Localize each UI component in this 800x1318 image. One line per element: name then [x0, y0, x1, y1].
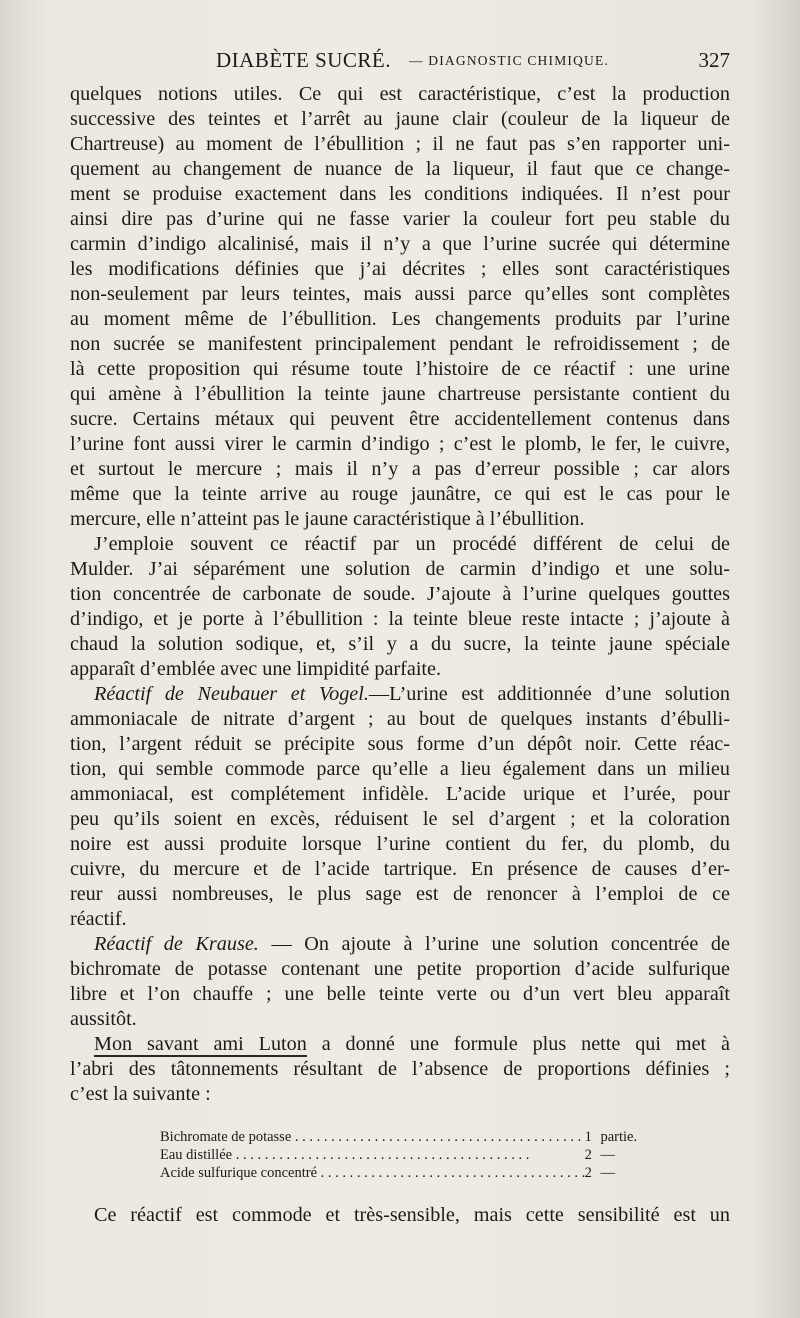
continuation-line: Ce réactif est commode et très-sensible, mais cette sensibilité est un: [94, 1204, 730, 1226]
formula-row: [160, 1146, 660, 1164]
text-line: l’urine font aussi virer le carmin d’indigo ; c’est le plomb, le fer, le cuivre,: [70, 433, 730, 455]
formula-table: [160, 1128, 660, 1182]
text-line: cuivre, du mercure et de l’acide tartrique. En présence de causes d’er-: [70, 858, 730, 880]
text-line: d’indigo, et je porte à l’ébullition : la teinte bleue reste intacte ; j’ajoute à: [70, 608, 730, 630]
text-line: peu qu’ils soient en excès, réduisent le sel d’argent ; et la coloration: [70, 808, 730, 830]
text-line: là cette proposition qui résume toute l’histoire de ce réactif : une urine: [70, 358, 730, 380]
text-line: tion concentrée de carbonate de soude. J’ajoute à l’urine quelques gouttes: [70, 583, 730, 605]
text-line: ainsi dire pas d’urine qui ne fasse varier la couleur fort peu stable du: [70, 208, 730, 230]
paragraph-krause: [70, 932, 730, 1032]
text-fragment: — On ajoute à l’urine une solution concentrée de: [258, 933, 730, 955]
body-text: [70, 82, 730, 1107]
text-line: aussitôt.: [70, 1008, 137, 1030]
text-line: chaud la solution sodique, et, s’il y a du sucre, la teinte jaune spéciale: [70, 633, 730, 655]
text-line: apparaît d’emblée avec une limpidité parfaite.: [70, 658, 442, 680]
text-line: successive des teintes et l’arrêt au jaune clair (couleur de la liqueur de: [70, 108, 730, 130]
ingredient-quantity: 1: [584, 1129, 592, 1145]
text-line: J’emploie souvent ce réactif par un procédé différent de celui de: [94, 533, 730, 555]
text-line: ammoniacal, est complétement infidèle. L’acide urique et l’urée, pour: [70, 783, 730, 805]
text-line: [70, 932, 730, 957]
text-line: même que la teinte arrive au rouge jaunâtre, ce qui est le cas pour le: [70, 483, 730, 505]
text-line: sucre. Certains métaux qui peuvent être accidentellement contenus dans: [70, 408, 730, 430]
text-line: ment se produise exactement dans les conditions indiquées. Il n’est pour: [70, 183, 730, 205]
text-fragment: a donné une formule plus nette qui met à: [306, 1033, 731, 1055]
text-line: quelques notions utiles. Ce qui est caractéristique, c’est la production: [70, 83, 730, 105]
text-line: c’est la suivante :: [70, 1083, 211, 1105]
underlined-phrase: Mon savant ami Luton: [94, 1033, 307, 1055]
ingredient-name: Bichromate de potasse . . .: [160, 1128, 585, 1146]
text-line: ammoniacale de nitrate d’argent ; au bout de quelques instants d’ébulli-: [70, 708, 730, 730]
ingredient-quantity: 2: [584, 1165, 592, 1181]
text-line: mercure, elle n’atteint pas le jaune caractéristique à l’ébullition.: [70, 508, 585, 530]
header-title: DIABÈTE SUCRÉ.: [216, 48, 391, 72]
paragraph-1: [70, 82, 730, 532]
header-subtitle: — DIAGNOSTIC CHIMIQUE.: [409, 53, 610, 68]
text-line: [70, 1032, 730, 1057]
text-line: tion, qui semble commode parce qu’elle a lieu également dans un milieu: [70, 758, 730, 780]
ingredient-quantity: 2: [584, 1147, 592, 1163]
ingredient-unit: —: [600, 1147, 615, 1163]
text-line: reur aussi nombreuses, le plus sage est de renoncer à l’emploi de ce: [70, 883, 730, 905]
text-line: Chartreuse) au moment de l’ébullition ; il ne faut pas s’en rapporter uni-: [70, 133, 730, 155]
text-line: non sucrée se manifestent principalement pendant le refroidissement ; de: [70, 333, 730, 355]
text-line: quement au changement de nuance de la liqueur, il faut que ce change-: [70, 158, 730, 180]
formula-row: [160, 1128, 660, 1146]
text-line: au moment même de l’ébullition. Les changements produits par l’urine: [70, 308, 730, 330]
formula-row: [160, 1164, 660, 1182]
text-line: les modifications définies que j’ai décrites ; elles sont caractéristiques: [70, 258, 730, 280]
reagent-heading: Réactif de Krause.: [94, 933, 259, 955]
text-line: bichromate de potasse contenant une petite proportion d’acide sulfurique: [70, 958, 730, 980]
ingredient-unit: partie.: [600, 1129, 638, 1145]
reagent-heading: Réactif de Neubauer et Vogel.: [94, 683, 369, 705]
text-line: Mulder. J’ai séparément une solution de carmin d’indigo et une solu-: [70, 558, 730, 580]
text-line: carmin d’indigo alcalinisé, mais il n’y a que l’urine sucrée qui détermine: [70, 233, 730, 255]
text-line: et surtout le mercure ; mais il n’y a pas d’erreur possible ; car alors: [70, 458, 730, 480]
ingredient-unit: —: [600, 1165, 615, 1181]
paragraph-neubauer-vogel: [70, 682, 730, 932]
paragraph-luton: [70, 1032, 730, 1107]
text-fragment: —L’urine est additionnée d’une solution: [368, 683, 730, 705]
text-line: [70, 682, 730, 707]
text-line: réactif.: [70, 908, 127, 930]
text-line: qui amène à l’ébullition la teinte jaune chartreuse persistante contient du: [70, 383, 730, 405]
ingredient-name: Eau distillée . . .: [160, 1146, 585, 1164]
ingredient-name: Acide sulfurique concentré . . .: [160, 1164, 585, 1182]
text-line: noire est aussi produite lorsque l’urine contient du fer, du plomb, du: [70, 833, 730, 855]
page-number: 327: [698, 48, 730, 72]
running-header: [70, 48, 730, 74]
text-line: non-seulement par leurs teintes, mais aussi parce qu’elles sont complètes: [70, 283, 730, 305]
text-line: tion, l’argent réduit se précipite sous forme d’un dépôt noir. Cette réac-: [70, 733, 730, 755]
paragraph-2: [70, 532, 730, 682]
text-line: libre et l’on chauffe ; une belle teinte verte ou d’un vert bleu apparaît: [70, 983, 730, 1005]
text-line: l’abri des tâtonnements résultant de l’absence de proportions définies ;: [70, 1058, 730, 1080]
